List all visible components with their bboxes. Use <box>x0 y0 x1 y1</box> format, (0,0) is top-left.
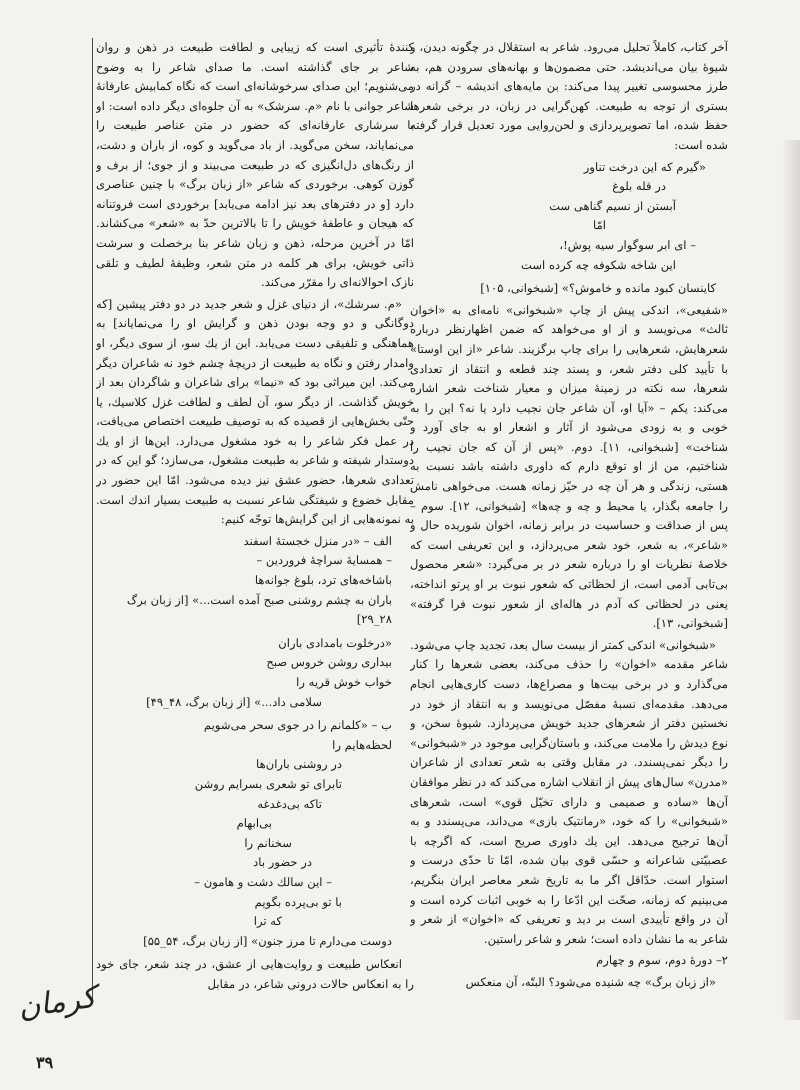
poem-line: امّا <box>593 218 606 233</box>
poem-line: تابرای تو شعری بسرایم روشن <box>194 776 342 791</box>
poem-line: تاکه بی‌دغدغه <box>257 796 322 811</box>
poem-line: باشاخه‌های ترد، بلوغ جوانه‌ها <box>254 573 392 588</box>
paragraph: آخر کتاب، کاملاً تحلیل می‌رود. شاعر به استقلال در چگونه دیدن، و شیوهٔ بیان می‌اندیشد. حتی مضمون‌ها و بهانه‌های سرودن هم، به طرز محسوسی تغییر پیدا می‌کند: بن مایه‌های اندیشه – گرانه در بستری از توجه به طبیعت. کهن‌گرایی در زبان، در برخی شعرها حفظ شده، اما تصویرپردازی و لحن‌روایی مورد تعدیل قرار گرفته شده است: <box>410 40 728 152</box>
poem-line: «درخلوت بامدادی باران <box>278 635 392 650</box>
poem-line: در قله بلوغ <box>612 179 666 194</box>
section-heading: ۲– دورهٔ دوم، سوم و چهارم <box>596 953 728 968</box>
poem-line: باران به چشم روشنی صبح آمده است...» [از زبان برگ ۲۸_۲۹] <box>126 592 392 627</box>
page-edge-shadow <box>782 140 800 1020</box>
poem-line: – ای ابر سوگوار سیه پوش!، <box>559 237 696 252</box>
poem-line: – این سالك دشت و هامون – <box>194 874 332 889</box>
poem-line: ب – «کلمانم را در جوی سحر می‌شویم <box>203 718 392 733</box>
poem-line: سخنانم را <box>244 835 292 850</box>
page-number: ۳۹ <box>36 1053 54 1072</box>
paragraph: کاینسان کبود مانده و خاموش؟» [شبخوانی، ۱۰۵] <box>480 281 716 296</box>
poem-line: سلامی داد...» [از زبان برگ، ۴۸_۴۹] <box>146 694 322 709</box>
poem-line: با تو بی‌پرده بگویم <box>254 894 342 909</box>
poem-excerpt <box>96 716 414 951</box>
paragraph: انعکاس طبیعت و روایت‌هایی از عشق، در چند شعر، جای خود را به انعکاس حالات درونی شاعر، در مقابل <box>96 957 414 991</box>
poem-line: بیداری روشن خروس صبح <box>266 655 392 670</box>
paragraph: «م. سرشك»، از دنیای غزل و شعر جدید در دو دفتر پیشین [که دوگانگی و دو وجه بودن ذهن و گرایش او را می‌نمایاند] به هماهنگی و تلفیقی دست می‌یابد. این از یك سو، از سوی دیگر، او وامدار رفتن و نگاه به طبیعت از دریچهٔ چشم خود نه شاعران دیگر می‌کند. این میراثی بود که «نیما» برای شاعران و شاگردان بعد از خویش گذاشت. از دیگر سو، آن لطف و لطافت غزل کلاسیك، یا حتّی بخش‌هایی از قصیده که به توصیف طبیعت اختصاص می‌یافت، در عمل فکر شاعر را به خود مشغول می‌دارد. این‌ها از او یك دوستدار شیفته و شاعر به طبیعت مشغول، می‌سازد؛ گو این که در تعدادی شعرها، حضور عشق نیز دیده می‌شود. امّا این حضور در مقابل خضوع و شیفتگی شاعر نسبت به طبیعت بسیار اندك است. به نمونه‌هایی از این گرایش‌ها توجّه کنیم: <box>96 296 414 527</box>
poem-line: دوست می‌دارم تا مرز جنون» [از زبان برگ، ۵۴_۵۵] <box>143 933 392 948</box>
poem-line: در روشنی باران‌ها <box>256 757 342 772</box>
poem-excerpt <box>96 634 414 712</box>
poem-line: خواب خوش قریه را <box>296 675 392 689</box>
paragraph: «شفیعی»، اندکی پیش از چاپ «شبخوانی» نامه‌ای به «اخوان ثالث» می‌نویسد و از او می‌خواهد که ضمن اظهارنظر درباره شعرهایش، شعرهایی را برای چاپ برگزیند. شاعر «از این اوستا» با تأیید کلی دفتر شعر، و پسند چند قطعه و انتقاد از تعدادی شعرها، سه نکته در زمینهٔ میزان و معیار شناخت شعر اشاره می‌کند: یکم – «آیا او، آن شاعر جان نجیب دارد یا نه؟ این را به خوبی و به زودی می‌شود از آثار و اشعار او به جای آورد و شناخت» [شبخوانی، ۱۱]. دوم. «پس از آن که جان نجیب را شناختیم، من از او توقع دارم که داوری داشته باشد نسبت به هستی، زندگی و هر آن چه در حیّز زمانه هست. می‌خواهی نامش را جامعه بگذار، یا محیط و چه و چه‌ها» [شبخوانی، ۱۲]. سوم – پس از صداقت و حساسیت در برابر زمانه، اخوان شوریده حال و «شاعر»، به شعر، خود شعر می‌پردازد، و این تعریفی است که خلاصهٔ نظریات او را درباره شعر در بر می‌گیرد: «شعر محصول بی‌تابی آدمی است، از لحظاتی که شعور نبوت بر او پرتو انداخته، یعنی در لحظاتی که آدم در هاله‌ای از شعور نبوت فرا گرفته» [شبخوانی، ۱۳]. <box>410 302 728 631</box>
paragraph: «شبخوانی» اندکی کمتر از بیست سال بعد، تجدید چاپ می‌شود. شاعر مقدمه «اخوان» را حذف می‌کند، بعضی شعرها را کنار می‌گذارد و در برخی بیت‌ها و مصراع‌ها، دست کاری‌هایی انجام می‌دهد. مقدمه‌ای نسبهٔ مفصّل می‌نویسد و به انتقاد از خود در نخستین دفتر از شعرهای جدید خویش می‌پردازد. شیوهٔ سخن، و نوع دیدش را ملامت می‌کند، و باستان‌گرایی موجود در «شبخوانی» را دیگر نمی‌پسندد. در مقابل وقتی به شعر تعدادی از شاعران «مدرن» سال‌های پیش از انقلاب اشاره می‌کند که در نظر موافقان آن‌ها «ساده و صمیمی و دارای تخیّل قوی» است، شعرهای «شبخوانی» را که خود، «رمانتیک بازی» می‌داند، می‌پسندد و به آن‌ها ترجیح می‌دهد. این یك داوری صریح است، که اگرچه با عصبیّتی شاعرانه و حسّی قوی بیان شده، امّا تا حدّی درست و استوار است. حدّاقل اگر ما به تاریخ شعر معاصر ایران بنگریم، می‌بینیم که زمانه، صحّت این ادّعا را به خوبی اثبات کرده است و آن در واقع تأییدی است بر دید و تعریفی که «اخوان» از شعر و شاعر به ما نشان داده است؛ شعر و شاعر راستین. <box>410 637 728 946</box>
poem-excerpt <box>96 532 414 630</box>
left-column <box>96 38 414 1038</box>
poem-line: در حضور باد <box>253 855 312 870</box>
poem-line: لحظه‌هایم را <box>332 737 392 752</box>
magazine-logo: کرمان <box>15 979 99 1026</box>
poem-line: «گیرم که این درخت تناور <box>583 159 706 174</box>
poem-line: که ترا <box>253 914 282 929</box>
poem-line: – همسایهٔ سراچهٔ فروردین – <box>256 553 392 568</box>
poem-line: الف – «در منزل خجستهٔ اسفند <box>243 533 392 548</box>
column-divider <box>92 38 93 1004</box>
poem-line: بی‌ابهام <box>236 816 272 831</box>
paragraph: کنندهٔ تأثیری است که زیبایی و لطافت طبیعت در ذهن و روان شاعر بر جای گذاشته است. ما صدای شاعر را به وضوح می‌شنویم؛ این صدای سرخوشانه‌ای است که نگاه کمابیش عارفانهٔ شاعر جوانی با نام «م. سرشک» به آن جلوه‌ای دیگر داده است: او با سرشاری عارفانه‌ای که حضور در متن عناصر طبیعت را می‌نمایاند، سخن می‌گوید. از باد می‌گوید و کوه، از باران و دشت، از رنگ‌های دل‌انگیزی که در طبیعت می‌بیند و از جوی؛ از برف و گوزن کوهی. برخوردی که شاعر «از زبان برگ» با چنین عناصری دارد [و در دفترهای بعد نیز ادامه می‌یابد] برخوردی است فروتنانه که هیجان و عاطفهٔ خویش را تا بالاترین حدّ به «شعر» می‌کشاند. امّا در آخرین مرحله، ذهن و زبان شاعر بنا برخصلت و سرشت ذاتی خویش، برای هر کلمه در متن شعر، وظیفهٔ لطیف و تلقی نازک احوالانه‌ای را مقرّر می‌کند. <box>96 40 414 290</box>
paragraph: «از زبان برگ» چه شنیده می‌شود؟ البتّه، آن منعکس <box>465 974 716 989</box>
poem-line: آبستن از نسیم گناهی ست <box>549 198 676 213</box>
right-column <box>410 38 728 1038</box>
poem-line: این شاخه شکوفه چه کرده است <box>520 257 676 272</box>
poem-excerpt <box>410 158 728 276</box>
